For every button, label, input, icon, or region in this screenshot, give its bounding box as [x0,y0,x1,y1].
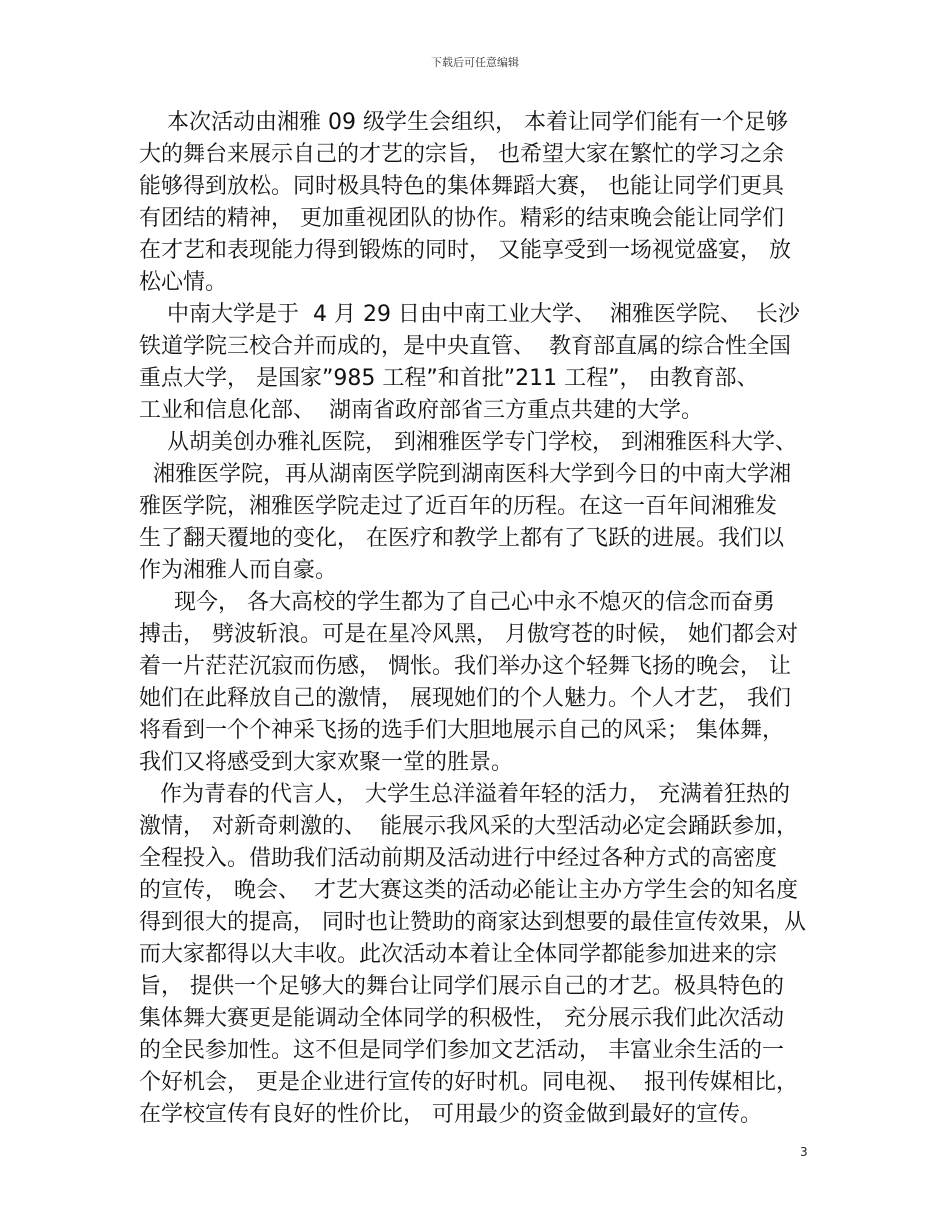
page-number: 3 [800,1145,808,1159]
text-line: 在才艺和表现能力得到锻炼的同时， 又能享受到一场视觉盛宴， 放 [139,238,791,263]
text-line: 在学校宣传有良好的性价比， 可用最少的资金做到最好的宣传。 [139,1102,762,1127]
text-line: 有团结的精神， 更加重视团队的协作。精彩的结束晚会能让同学们 [139,206,784,231]
text-line: 将看到一个个神采飞扬的选手们大胆地展示自己的风采； 集体舞， [139,718,784,743]
text-line: 湘雅医学院，再从湖南医学院到湖南医科大学到今日的中南大学湘 [139,462,791,487]
text-line: 搏击， 劈波斩浪。可是在星冷风黑， 月傲穹苍的时候， 她们都会对 [139,622,798,647]
text-line: 松心情。 [139,270,228,295]
text-line: 铁道学院三校合并而成的，是中央直管、 教育部直属的综合性全国 [139,334,791,359]
text-line: 的全民参加性。这不但是同学们参加文艺活动， 丰富业余生活的一 [139,1038,784,1063]
text-line: 现今， 各大高校的学生都为了自己心中永不熄灭的信念而奋勇 [139,590,775,615]
text-line: 重点大学， 是国家”985 工程”和首批”211 工程”， 由教育部、 [139,366,759,391]
text-line: 的宣传， 晚会、 才艺大赛这类的活动必能让主办方学生会的知名度 [139,878,798,903]
text-line: 大的舞台来展示自己的才艺的宗旨， 也希望大家在繁忙的学习之余 [139,142,784,167]
text-line: 着一片茫茫沉寂而伤感， 惆怅。我们举办这个轻舞飞扬的晚会， 让 [139,654,791,679]
text-line: 而大家都得以大丰收。此次活动本着让全体同学都能参加进来的宗 [139,942,778,967]
text-line: 中南大学是于 4 月 29 日由中南工业大学、 湘雅医学院、 长沙 [139,302,800,327]
text-line: 激情， 对新奇刺激的、 能展示我风采的大型活动必定会踊跃参加， [139,814,798,839]
text-line: 集体舞大赛更是能调动全体同学的积极性， 充分展示我们此次活动 [139,1006,784,1031]
text-line: 工业和信息化部、 湖南省政府部省三方重点共建的大学。 [139,398,703,423]
text-line: 生了翻天覆地的变化， 在医疗和教学上都有了飞跃的进展。我们以 [139,526,784,551]
text-line: 她们在此释放自己的激情， 展现她们的个人魅力。个人才艺， 我们 [139,686,791,711]
text-line: 作为青春的代言人， 大学生总洋溢着年轻的活力， 充满着狂热的 [139,782,790,807]
text-line: 全程投入。借助我们活动前期及活动进行中经过各种方式的高密度 [139,846,778,871]
header-note: 下载后可任意编辑 [431,56,519,69]
text-line: 能够得到放松。同时极具特色的集体舞蹈大赛， 也能让同学们更具 [139,174,784,199]
document-body [139,107,819,1131]
text-line: 我们又将感受到大家欢聚一堂的胜景。 [139,750,514,775]
text-line: 得到很大的提高， 同时也让赞助的商家达到想要的最佳宣传效果，从 [139,910,806,935]
text-line: 雅医学院，湘雅医学院走过了近百年的历程。在这一百年间湘雅发 [139,494,778,519]
text-line: 旨， 提供一个足够大的舞台让同学们展示自己的才艺。极具特色的 [139,974,784,999]
text-line: 个好机会， 更是企业进行宣传的好时机。同电视、 报刊传媒相比， [139,1070,798,1095]
text-line: 作为湘雅人而自豪。 [139,558,338,583]
text-line: 本次活动由湘雅 09 级学生会组织， 本着让同学们能有一个足够 [139,110,788,135]
text-line: 从胡美创办雅礼医院， 到湘雅医学专门学校， 到湘雅医科大学、 [139,430,797,455]
